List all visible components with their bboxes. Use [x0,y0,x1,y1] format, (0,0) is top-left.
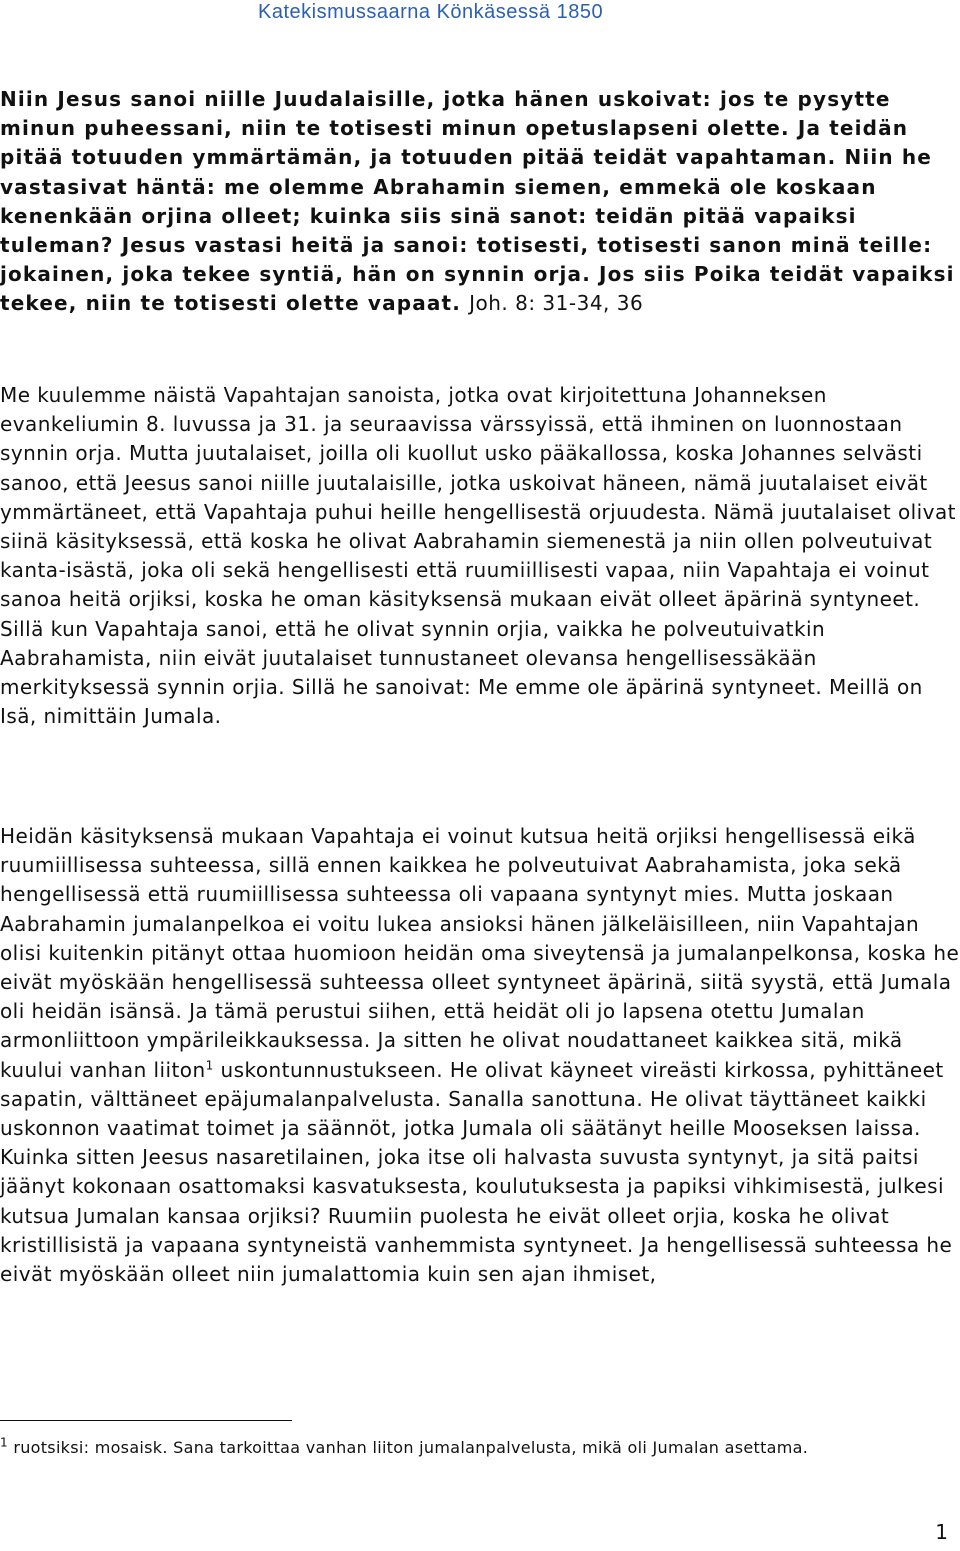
footnote-marker: 1 [0,1435,8,1450]
page-number: 1 [935,1520,948,1544]
quote-text: Niin Jesus sanoi niille Juudalaisille, jotka hänen uskoivat: jos te pysytte minun puheessani, niin te totisesti minun opetuslapseni olette. Ja teidän pitää totuuden ymmärtämän, ja totuuden pitää teidät vapahtaman. Niin he vastasivat häntä: me olemme Abrahamin siemen, emmekä ole koskaan kenenkään orjina olleet; kuinka siis sinä sanot: teidän pitää vapaiksi tuleman? Jesus vastasi heitä ja sanoi: totisesti, totisesti sanon minä teille: jokainen, joka tekee syntiä, hän on synnin orja. Jos siis Poika teidät vapaiksi tekee, niin te totisesti olette vapaat. [0,87,955,316]
scripture-quote [0,85,960,319]
paragraph-1: Me kuulemme näistä Vapahtajan sanoista, jotka ovat kirjoitettuna Johanneksen evankeliumin 8. luvussa ja 31. ja seuraavissa värssyissä, että ihminen on luonnostaan synnin orja. Mutta juutalaiset, joilla oli kuollut usko pääkallossa, koska Johannes selvästi sanoo, että Jeesus sanoi niille juutalaisille, jotka uskoivat häneen, nämä juutalaiset eivät ymmärtäneet, että Vapahtaja puhui heille hengellisestä orjuudesta. Nämä juutalaiset olivat siinä käsityksessä, että koska he olivat Aabrahamin siemenestä ja niin ollen polveutuivat kanta-isästä, joka oli sekä hengellisesti että ruumiillisesti vapaa, niin Vapahtaja ei voinut sanoa heitä orjiksi, koska he oman käsityksensä mukaan eivät olleet äpärinä syntyneet. Sillä kun Vapahtaja sanoi, että he olivat synnin orjia, vaikka he polveutuivatkin Aabrahamista, niin eivät juutalaiset tunnustaneet olevansa hengellisessäkään merkityksessä synnin orjia. Sillä he sanoivat: Me emme ole äpärinä syntyneet. Meillä on Isä, nimittäin Jumala. [0,383,956,729]
footnote-divider [0,1420,292,1421]
document-header: Katekismussaarna Könkäsessä 1850 [258,1,604,23]
scripture-reference: Joh. 8: 31-34, 36 [469,291,644,316]
paragraph-2 [0,822,960,1289]
paragraph-2-text-after-note: uskontunnustukseen. He olivat käyneet vireästi kirkossa, pyhittäneet sapatin, välttäneet epäjumalanpalvelusta. Sanalla sanottuna. He olivat täyttäneet kaikki uskonnon vaatimat toimet ja säännöt, jotka Jumala oli säätänyt heille Mooseksen laissa. Kuinka sitten Jeesus nasaretilainen, joka itse oli halvasta suvusta syntynyt, ja sitä paitsi jäänyt kokonaan osattomaksi kasvatuksesta, koulutuksesta ja papiksi vihkimisestä, julkesi kutsua Jumalan kansaa orjiksi? Ruumiin puolesta he eivät olleet orjia, koska he olivat kristillisistä ja vapaana syntyneistä vanhemmista syntyneet. Ja hengellisessä suhteessa he eivät myöskään olleet niin jumalattomia kuin sen ajan ihmiset, [0,1057,953,1287]
footnote-text: ruotsiksi: mosaisk. Sana tarkoittaa vanhan liiton jumalanpalvelusta, mikä oli Jumalan asettama. [7,1438,809,1457]
footnote [0,1435,960,1460]
paragraph-2-text-before-note: Heidän käsityksensä mukaan Vapahtaja ei voinut kutsua heitä orjiksi hengellisessä eikä ruumiillisessa suhteessa, sillä ennen kaikkea he polveutuivat Aabrahamista, joka sekä hengellisessä että ruumiillisessa suhteessa oli vapaana syntynyt mies. Mutta joskaan Aabrahamin jumalanpelkoa ei voitu lukea ansioksi hänen jälkeläisilleen, niin Vapahtajan olisi kuitenkin pitänyt ottaa huomioon heidän oma siveytensä ja jumalanpelkonsa, koska he eivät myöskään hengellisessä suhteessa olleet syntyneet äpärinä, siitä syystä, että Jumala oli heidän isänsä. Ja tämä perustui siihen, että heidät oli jo lapsena otettu Jumalan armonliittoon ympärileikkauksessa. Ja sitten he olivat noudattaneet kaikkea sitä, mikä kuului vanhan liiton [0,824,960,1082]
footnote-reference: 1 [205,1057,214,1072]
